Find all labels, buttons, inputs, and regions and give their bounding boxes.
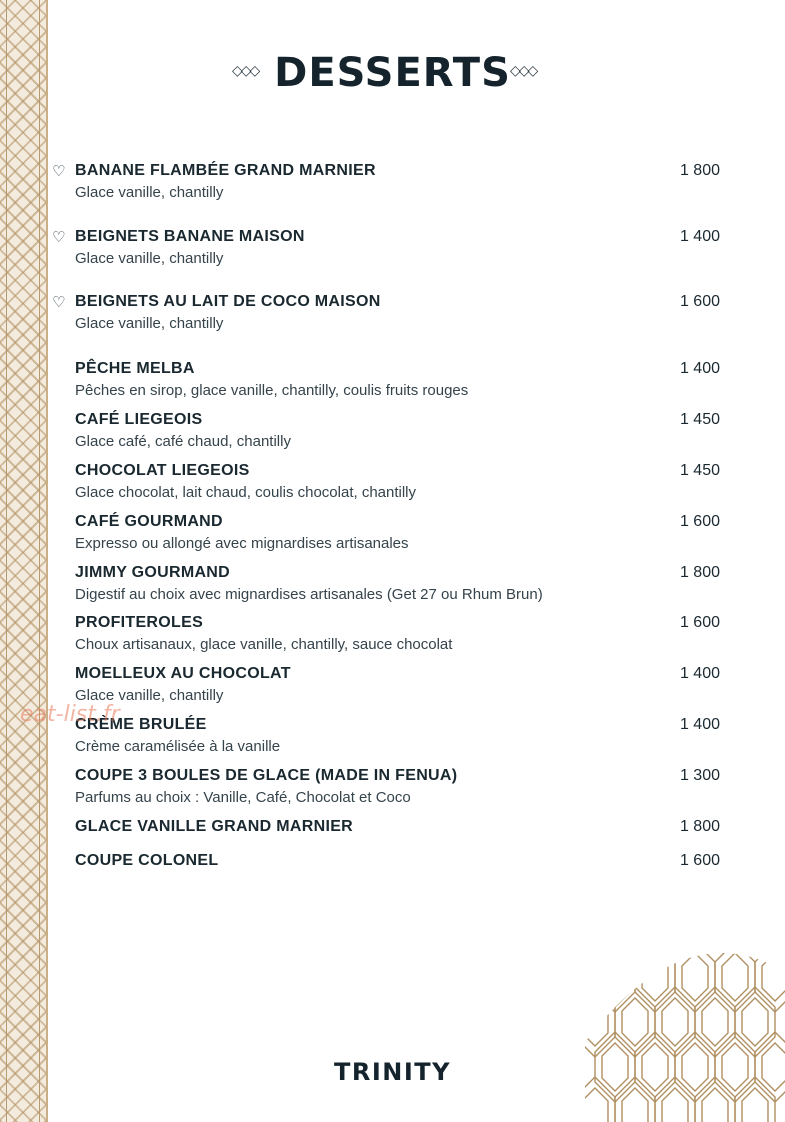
- menu-item: [75, 512, 725, 553]
- heart-icon: ♡: [52, 162, 66, 180]
- item-price: 1 400: [679, 228, 720, 245]
- watermark: eat-list.fr: [20, 702, 120, 727]
- item-name: BEIGNETS AU LAIT DE COCO MAISON: [75, 293, 381, 310]
- menu-item: [75, 664, 725, 705]
- item-description: Glace chocolat, lait chaud, coulis chocolat, chantilly: [75, 484, 417, 501]
- item-name: CAFÉ GOURMAND: [75, 513, 223, 530]
- menu-item: [52, 292, 725, 333]
- menu-header: [0, 45, 785, 105]
- heart-icon: ♡: [52, 228, 66, 246]
- menu-item: [75, 715, 725, 756]
- menu-item: [75, 851, 725, 871]
- item-description: Expresso ou allongé avec mignardises artisanales: [75, 535, 409, 552]
- geometric-decoration: [585, 952, 785, 1122]
- item-price: 1 400: [679, 360, 720, 377]
- diamond-ornament-right-icon: ◇◇◇: [510, 63, 537, 79]
- item-description: Glace vanille, chantilly: [75, 184, 224, 201]
- item-name: PÊCHE MELBA: [75, 360, 195, 377]
- page-title: DESSERTS: [274, 50, 511, 96]
- brand-logo: TRINITY: [333, 1058, 452, 1086]
- menu-item: [75, 563, 725, 604]
- item-description: Pêches en sirop, glace vanille, chantilly, coulis fruits rouges: [75, 382, 469, 399]
- item-price: 1 800: [679, 818, 720, 835]
- item-price: 1 450: [679, 411, 720, 428]
- item-price: 1 300: [679, 767, 720, 784]
- item-name: MOELLEUX AU CHOCOLAT: [75, 665, 291, 682]
- item-name: GLACE VANILLE GRAND MARNIER: [75, 818, 354, 835]
- decorative-border-pattern: [0, 0, 48, 1122]
- item-price: 1 800: [679, 564, 720, 581]
- heart-icon: ♡: [52, 293, 66, 311]
- item-name: PROFITEROLES: [75, 614, 204, 631]
- item-price: 1 600: [679, 513, 720, 530]
- menu-item: [75, 613, 725, 654]
- menu-item: [75, 766, 725, 807]
- menu-item: [75, 461, 725, 502]
- item-price: 1 400: [679, 665, 720, 682]
- menu-item: [52, 227, 725, 268]
- item-description: Glace café, café chaud, chantilly: [75, 433, 291, 450]
- item-price: 1 400: [679, 716, 720, 733]
- item-name: COUPE COLONEL: [75, 852, 219, 869]
- item-name: CRÈME BRULÉE: [75, 716, 207, 733]
- item-price: 1 600: [679, 293, 720, 310]
- item-price: 1 600: [679, 614, 720, 631]
- item-name: CHOCOLAT LIEGEOIS: [75, 462, 250, 479]
- item-description: Glace vanille, chantilly: [75, 687, 224, 704]
- item-name: CAFÉ LIEGEOIS: [75, 411, 203, 428]
- item-description: Parfums au choix : Vanille, Café, Chocolat et Coco: [75, 789, 411, 806]
- item-description: Crème caramélisée à la vanille: [75, 738, 281, 755]
- menu-item: [75, 817, 725, 837]
- item-name: COUPE 3 BOULES DE GLACE (MADE IN FENUA): [75, 767, 458, 784]
- item-price: 1 450: [679, 462, 720, 479]
- art-deco-pattern-icon: [585, 952, 785, 1122]
- item-name: JIMMY GOURMAND: [75, 564, 231, 581]
- item-price: 1 800: [679, 162, 720, 179]
- item-name: BEIGNETS BANANE MAISON: [75, 228, 305, 245]
- menu-item: [75, 410, 725, 451]
- menu-item: [52, 161, 725, 202]
- item-price: 1 600: [679, 852, 720, 869]
- item-description: Glace vanille, chantilly: [75, 315, 224, 332]
- item-description: Choux artisanaux, glace vanille, chantilly, sauce chocolat: [75, 636, 453, 653]
- item-description: Digestif au choix avec mignardises artisanales (Get 27 ou Rhum Brun): [75, 586, 543, 603]
- diamond-ornament-left-icon: ◇◇◇: [232, 63, 259, 79]
- item-name: BANANE FLAMBÉE GRAND MARNIER: [75, 162, 376, 179]
- item-description: Glace vanille, chantilly: [75, 250, 224, 267]
- menu-item: [75, 359, 725, 400]
